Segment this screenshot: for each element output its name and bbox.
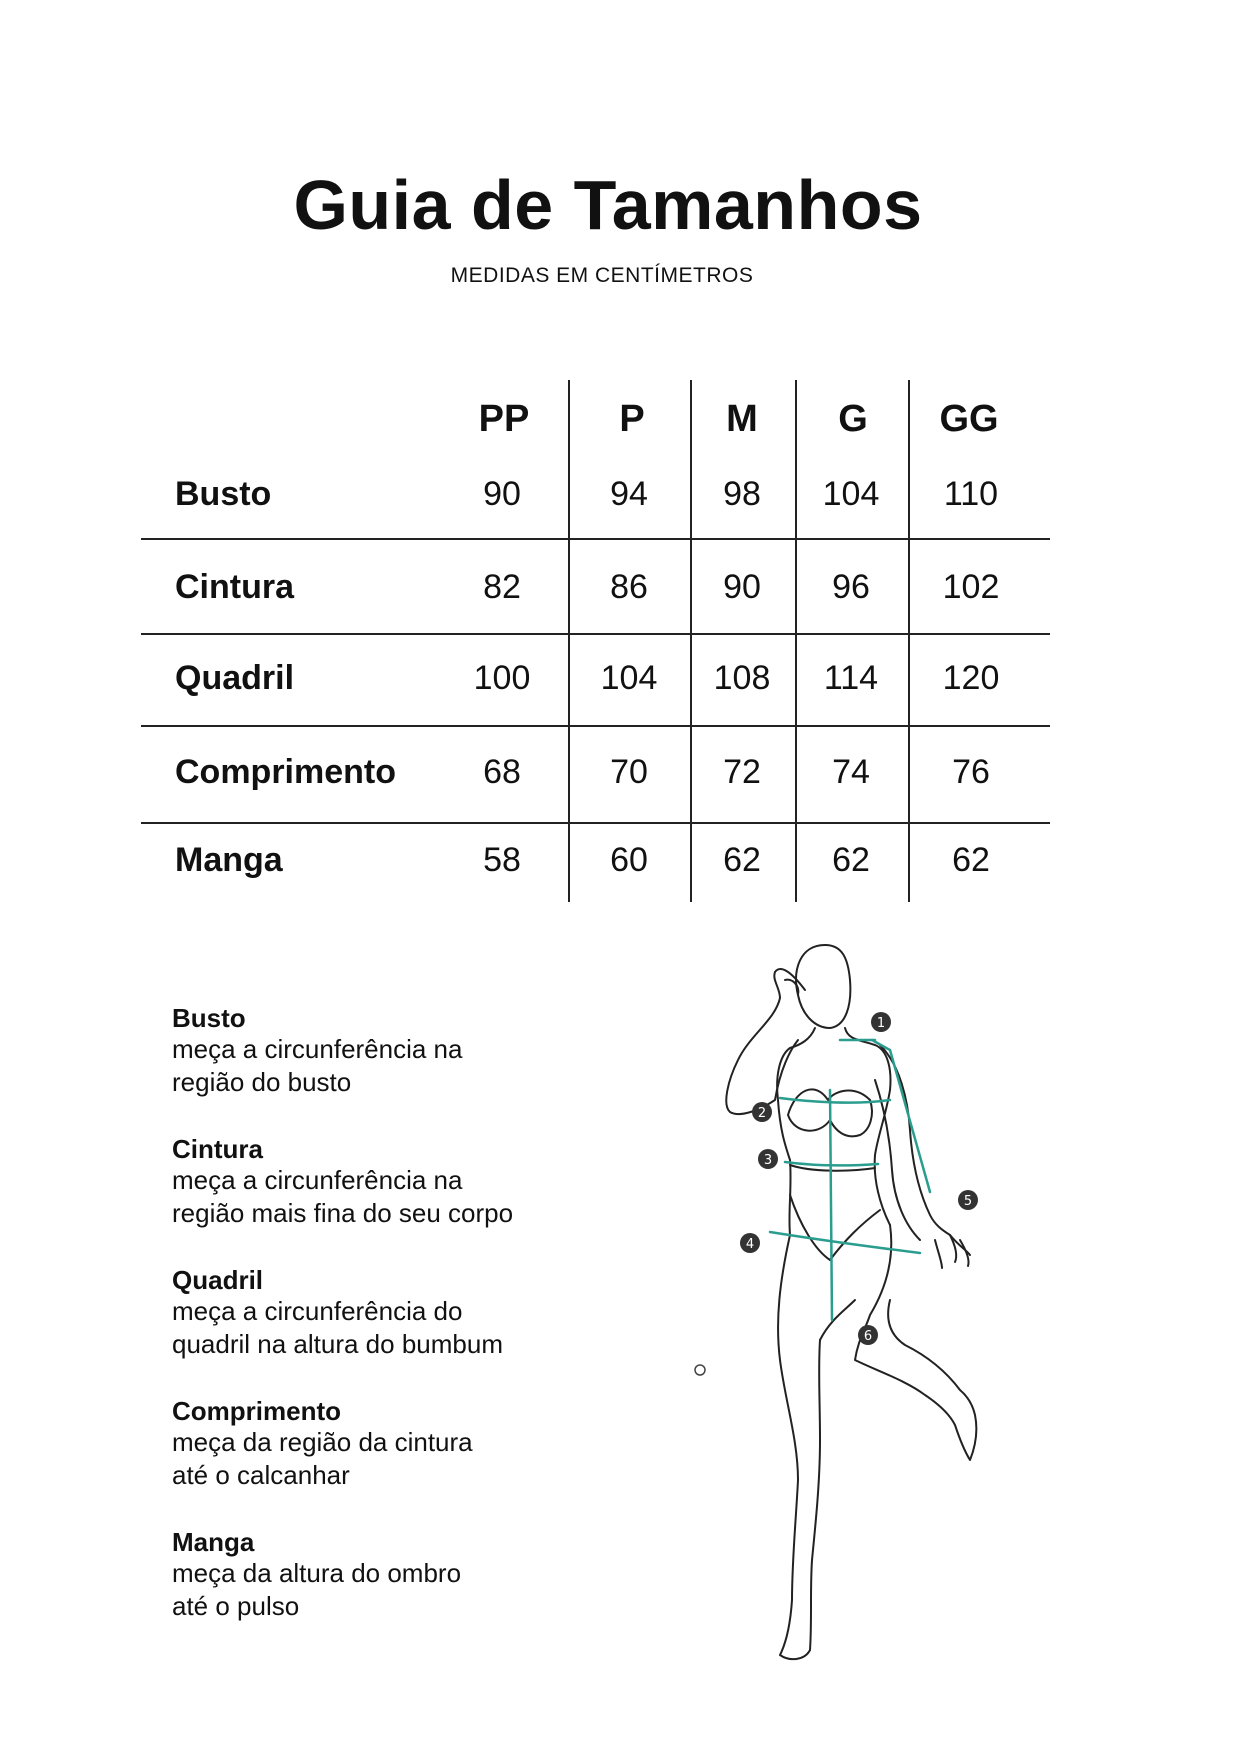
marker-5 bbox=[958, 1190, 978, 1210]
table-row-divider bbox=[141, 538, 1050, 540]
table-cell: 58 bbox=[483, 841, 521, 879]
instruction-text: meça a circunferência na bbox=[172, 1034, 463, 1064]
svg-text:2: 2 bbox=[757, 1106, 767, 1121]
column-header-g: G bbox=[838, 398, 868, 440]
table-cell: 62 bbox=[832, 841, 870, 879]
row-label-quadril: Quadril bbox=[175, 659, 295, 697]
table-cell: 104 bbox=[822, 475, 880, 513]
svg-text:1: 1 bbox=[876, 1016, 886, 1031]
column-header-pp: PP bbox=[478, 398, 530, 440]
marker-1 bbox=[871, 1012, 891, 1032]
instruction-manga bbox=[172, 1527, 632, 1623]
table-cell: 110 bbox=[943, 475, 999, 513]
instruction-text: meça da região da cintura bbox=[172, 1427, 473, 1457]
instruction-title: Quadril bbox=[172, 1265, 264, 1295]
instruction-title: Manga bbox=[172, 1527, 255, 1557]
instruction-title: Comprimento bbox=[172, 1396, 341, 1426]
page-subtitle: MEDIDAS EM CENTÍMETROS bbox=[450, 264, 754, 287]
instruction-text: até o calcanhar bbox=[172, 1460, 350, 1490]
column-header-p: P bbox=[619, 398, 645, 440]
table-cell: 62 bbox=[952, 841, 990, 879]
table-cell: 120 bbox=[942, 659, 1000, 697]
table-cell: 90 bbox=[483, 475, 521, 513]
table-cell: 102 bbox=[942, 568, 1000, 606]
table-cell: 94 bbox=[610, 475, 648, 513]
instruction-text: até o pulso bbox=[172, 1591, 300, 1621]
instruction-text: meça a circunferência do bbox=[172, 1296, 463, 1326]
instruction-text: região do busto bbox=[172, 1067, 352, 1097]
row-label-comprimento: Comprimento bbox=[175, 753, 396, 791]
measure-line-busto bbox=[780, 1098, 890, 1103]
instruction-title: Busto bbox=[172, 1003, 246, 1033]
svg-text:4: 4 bbox=[745, 1237, 755, 1252]
svg-text:5: 5 bbox=[963, 1194, 973, 1209]
table-cell: 114 bbox=[823, 659, 879, 697]
table-cell: 74 bbox=[832, 753, 870, 791]
table-cell: 76 bbox=[952, 753, 990, 791]
table-cell: 100 bbox=[473, 659, 531, 697]
table-cell: 82 bbox=[483, 568, 521, 606]
instruction-text: região mais fina do seu corpo bbox=[172, 1198, 514, 1228]
instruction-comprimento bbox=[172, 1396, 632, 1492]
body-measurement-figure bbox=[680, 940, 1040, 1670]
measure-line-manga bbox=[872, 1040, 930, 1192]
marker-3 bbox=[758, 1149, 778, 1169]
table-cell: 96 bbox=[832, 568, 870, 606]
instruction-title: Cintura bbox=[172, 1134, 263, 1164]
table-cell: 104 bbox=[600, 659, 658, 697]
svg-text:3: 3 bbox=[763, 1153, 773, 1168]
marker-6 bbox=[858, 1325, 878, 1345]
table-cell: 108 bbox=[713, 659, 771, 697]
figure-head bbox=[796, 945, 850, 1028]
instruction-quadril bbox=[172, 1265, 632, 1361]
table-cell: 90 bbox=[723, 568, 761, 606]
table-row-divider bbox=[141, 822, 1050, 824]
table-cell: 98 bbox=[723, 475, 761, 513]
marker-2 bbox=[752, 1102, 772, 1122]
figure-raised-arm bbox=[726, 969, 805, 1114]
table-cell: 62 bbox=[723, 841, 761, 879]
page-title: Guia de Tamanhos bbox=[293, 166, 923, 244]
column-header-gg: GG bbox=[939, 398, 999, 440]
instruction-text: quadril na altura do bumbum bbox=[172, 1329, 503, 1359]
svg-text:6: 6 bbox=[863, 1329, 873, 1344]
row-label-busto: Busto bbox=[175, 475, 272, 513]
marker-4 bbox=[740, 1233, 760, 1253]
instruction-text: meça da altura do ombro bbox=[172, 1558, 462, 1588]
table-cell: 68 bbox=[483, 753, 521, 791]
instruction-cintura bbox=[172, 1134, 632, 1230]
table-cell: 86 bbox=[610, 568, 648, 606]
table-cell: 72 bbox=[723, 753, 761, 791]
measure-line-quadril bbox=[770, 1232, 920, 1253]
row-label-manga: Manga bbox=[175, 841, 283, 879]
table-row-divider bbox=[141, 633, 1050, 635]
column-header-m: M bbox=[726, 398, 758, 440]
instruction-busto bbox=[172, 1003, 632, 1099]
row-label-cintura: Cintura bbox=[175, 568, 294, 606]
instruction-text: meça a circunferência na bbox=[172, 1165, 463, 1195]
table-cell: 60 bbox=[610, 841, 648, 879]
figure-standing-leg bbox=[778, 1235, 820, 1659]
table-cell: 70 bbox=[610, 753, 648, 791]
table-row-divider bbox=[141, 725, 1050, 727]
